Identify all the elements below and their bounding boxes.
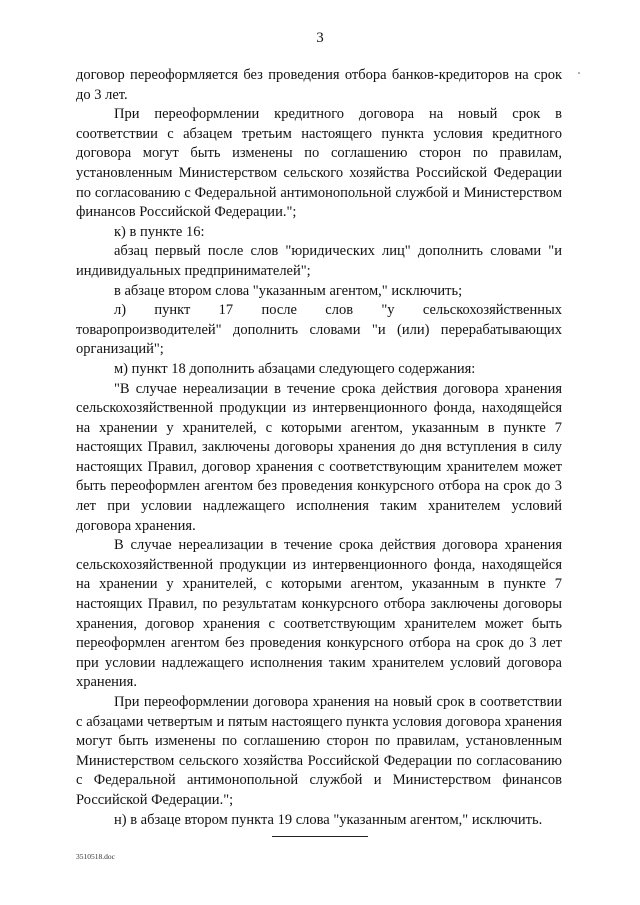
scan-speck: [578, 72, 580, 74]
document-body: [76, 66, 562, 830]
page-number: 3: [316, 30, 324, 46]
paragraph: л) пункт 17 после слов "у сельскохозяйственных товаропроизводителей" дополнить словами "и (или) перерабатывающих организаций";: [76, 302, 562, 358]
paragraph: В случае нереализации в течение срока действия договора хранения сельскохозяйственной продукции из интервенционного фонда, находящейся на хранении у хранителей, с которыми агентом, указанным в пункте 7 настоящих Правил, по результатам конкурсного отбора заключены договоры хранения, договор хранения с соответствующим хранителем может быть переоформлен агентом без проведения конкурсного отбора на срок до 3 лет при условии надлежащего исполнения таким хранителем условий договора хранения.: [76, 537, 562, 691]
paragraph: в абзаце втором слова "указанным агентом," исключить;: [114, 282, 463, 299]
paragraph: н) в абзаце втором пункта 19 слова "указанным агентом," исключить.: [114, 811, 543, 828]
paragraph: абзац первый после слов "юридических лиц" дополнить словами "и индивидуальных предпринимателей";: [76, 243, 562, 279]
paragraph: "В случае нереализации в течение срока действия договора хранения сельскохозяйственной продукции из интервенционного фонда, находящейся на хранении у хранителей, с которыми агентом, указанным в пункте 7 настоящих Правил, заключены договоры хранения до дня вступления в силу настоящих Правил, договор хранения с соответствующим хранителем может быть переоформлен агентом без проведения конкурсного отбора на срок до 3 лет при условии надлежащего исполнения таким хранителем условий договора хранения.: [76, 380, 562, 534]
paragraph: м) пункт 18 дополнить абзацами следующего содержания:: [114, 360, 476, 377]
closing-divider: [272, 836, 368, 837]
footer-filename: 3510518.doc: [76, 852, 115, 861]
paragraph: При переоформлении договора хранения на новый срок в соответствии с абзацами четвертым и пятым настоящего пункта условия договора хранения могут быть изменены по соглашению сторон по правилам, установленным Министерством сельского хозяйства Российской Федерации по согласованию с Федеральной антимонопольной службой и Министерством финансов Российской Федерации.";: [76, 694, 562, 808]
paragraph: к) в пункте 16:: [114, 223, 205, 240]
paragraph: При переоформлении кредитного договора на новый срок в соответствии с абзацем третьим настоящего пункта условия кредитного договора могут быть изменены по соглашению сторон по правилам, установленным Министерством сельского хозяйства Российской Федерации по согласованию с Федеральной антимонопольной службой и Министерством финансов Российской Федерации.";: [76, 106, 562, 221]
paragraph: договор переоформляется без проведения отбора банков-кредиторов на срок до 3 лет.: [76, 67, 562, 103]
